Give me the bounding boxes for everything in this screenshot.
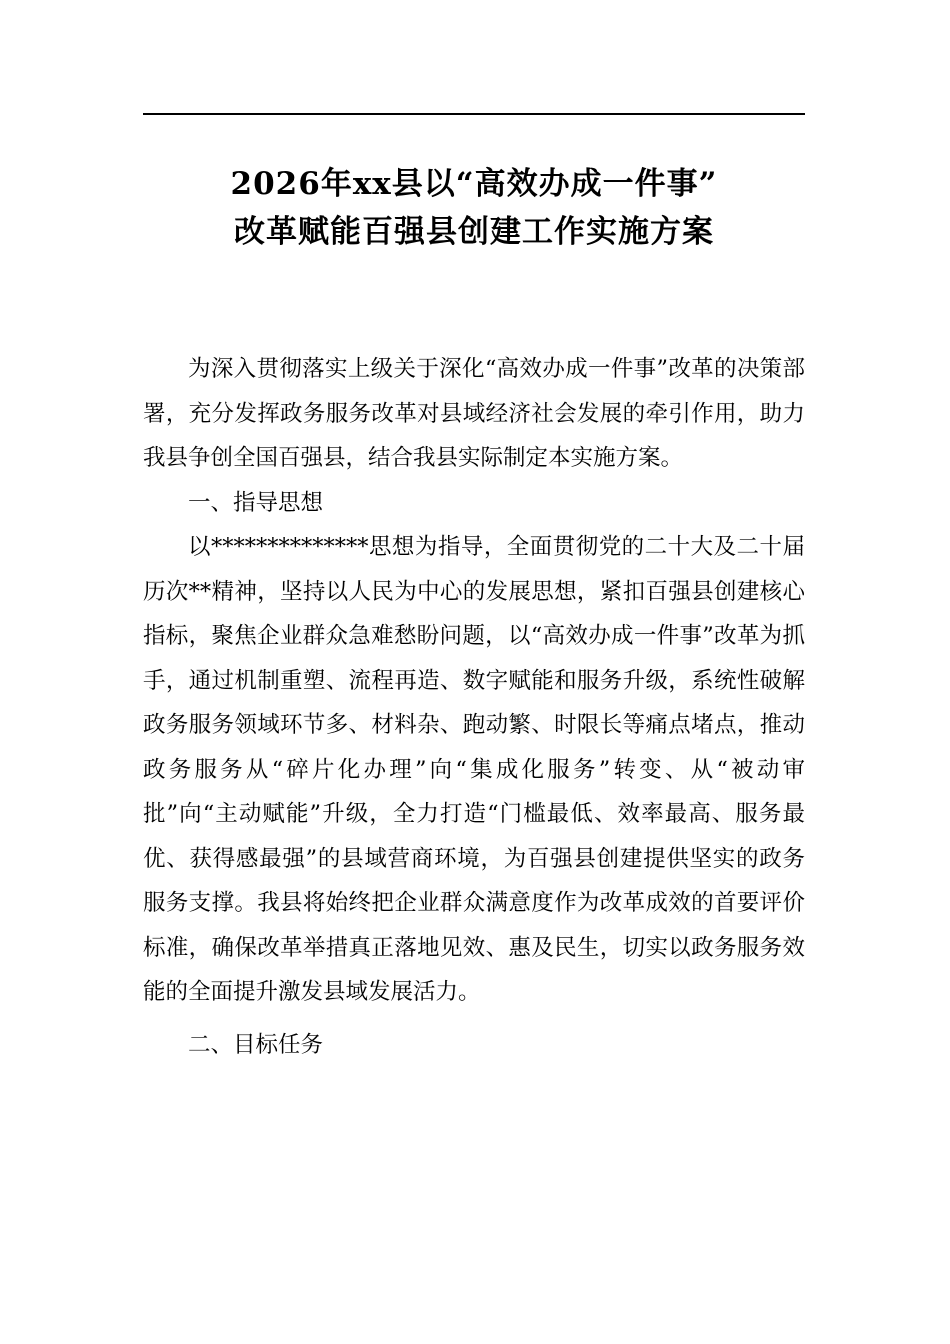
title-line-1: 2026年xx县以“高效办成一件事” (230, 166, 718, 202)
document-body (143, 347, 805, 1067)
title-line-2: 改革赋能百强县创建工作实施方案 (234, 214, 714, 250)
section-heading-1: 一、指导思想 (188, 489, 324, 516)
header-rule (143, 113, 805, 115)
section-1-paragraph: 以**************思想为指导，全面贯彻党的二十大及二十届历次**精神，坚持以人民为中心的发展思想，紧扣百强县创建核心指标，聚焦企业群众急难愁盼问题，以“高效办成一件事”改革为抓手，通过机制重塑、流程再造、数字赋能和服务升级，系统性破解政务服务领域环节多、材料杂、跑动繁、时限长等痛点堵点，推动政务服务从“碎片化办理”向“集成化服务”转变、从“被动审批”向“主动赋能”升级，全力打造“门槛最低、效率最高、服务最优、获得感最强”的县域营商环境，为百强县创建提供坚实的政务服务支撑。我县将始终把企业群众满意度作为改革成效的首要评价标准，确保改革举措真正落地见效、惠及民生，切实以政务服务效能的全面提升激发县域发展活力。 (143, 534, 805, 1005)
section-heading-2: 二、目标任务 (188, 1031, 324, 1058)
intro-paragraph: 为深入贯彻落实上级关于深化“高效办成一件事”改革的决策部署，充分发挥政务服务改革对县域经济社会发展的牵引作用，助力我县争创全国百强县，结合我县实际制定本实施方案。 (143, 356, 805, 471)
document-title (143, 160, 805, 256)
